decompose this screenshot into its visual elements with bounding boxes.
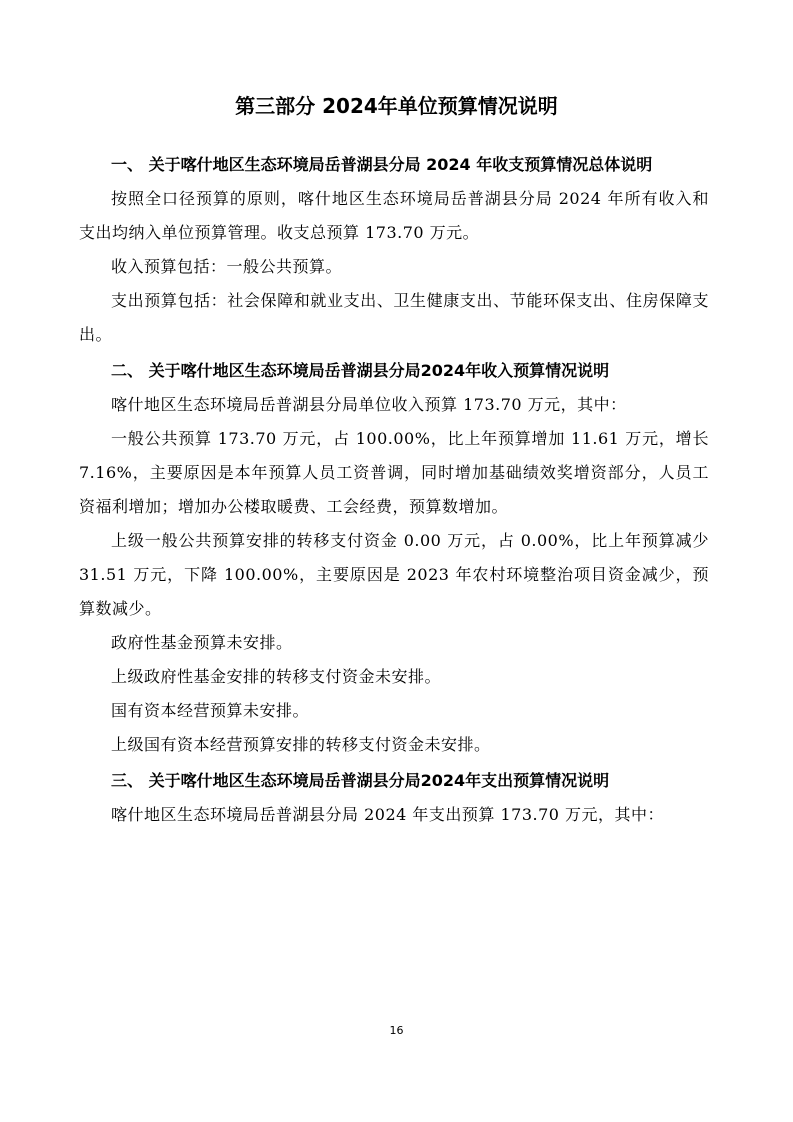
section-2-paragraph-6: 国有资本经营预算未安排。 <box>111 701 310 720</box>
section-3-paragraph-1: 喀什地区生态环境局岳普湖县分局 2024 年支出预算 173.70 万元，其中： <box>111 805 665 824</box>
section-2-paragraph-4: 政府性基金预算未安排。 <box>111 633 293 652</box>
section-3-heading: 三、 关于喀什地区生态环境局岳普湖县分局2024年支出预算情况说明 <box>111 771 610 790</box>
section-2-paragraph-2: 一般公共预算 173.70 万元，占 100.00%，比上年预算增加 11.61 万元，增长 7.16%，主要原因是本年预算人员工资普调，同时增加基础绩效奖增资部分，人员工资福利增加；增加办公楼取暖费、工会经费，预算数增加。 <box>79 429 709 516</box>
section-2-paragraph-1: 喀什地区生态环境局岳普湖县分局单位收入预算 173.70 万元，其中： <box>111 395 627 414</box>
section-2-heading: 二、 关于喀什地区生态环境局岳普湖县分局2024年收入预算情况说明 <box>111 361 610 380</box>
section-2-paragraph-3: 上级一般公共预算安排的转移支付资金 0.00 万元，占 0.00%，比上年预算减少 31.51 万元，下降 100.00%，主要原因是 2023 年农村环境整治项目资金减少，预算数减少。 <box>79 531 709 618</box>
page-title: 第三部分 2024年单位预算情况说明 <box>235 94 558 118</box>
document-body <box>79 148 709 832</box>
section-1-paragraph-1: 按照全口径预算的原则，喀什地区生态环境局岳普湖县分局 2024 年所有收入和支出均纳入单位预算管理。收支总预算 173.70 万元。 <box>79 189 709 242</box>
section-1-paragraph-2: 收入预算包括：一般公共预算。 <box>111 257 343 276</box>
section-2-paragraph-5: 上级政府性基金安排的转移支付资金未安排。 <box>111 667 442 686</box>
page-number: 16 <box>389 1024 404 1037</box>
section-2-paragraph-7: 上级国有资本经营预算安排的转移支付资金未安排。 <box>111 735 491 754</box>
section-1-heading: 一、 关于喀什地区生态环境局岳普湖县分局 2024 年收支预算情况总体说明 <box>111 155 653 174</box>
section-1-paragraph-3: 支出预算包括：社会保障和就业支出、卫生健康支出、节能环保支出、住房保障支出。 <box>79 291 709 344</box>
